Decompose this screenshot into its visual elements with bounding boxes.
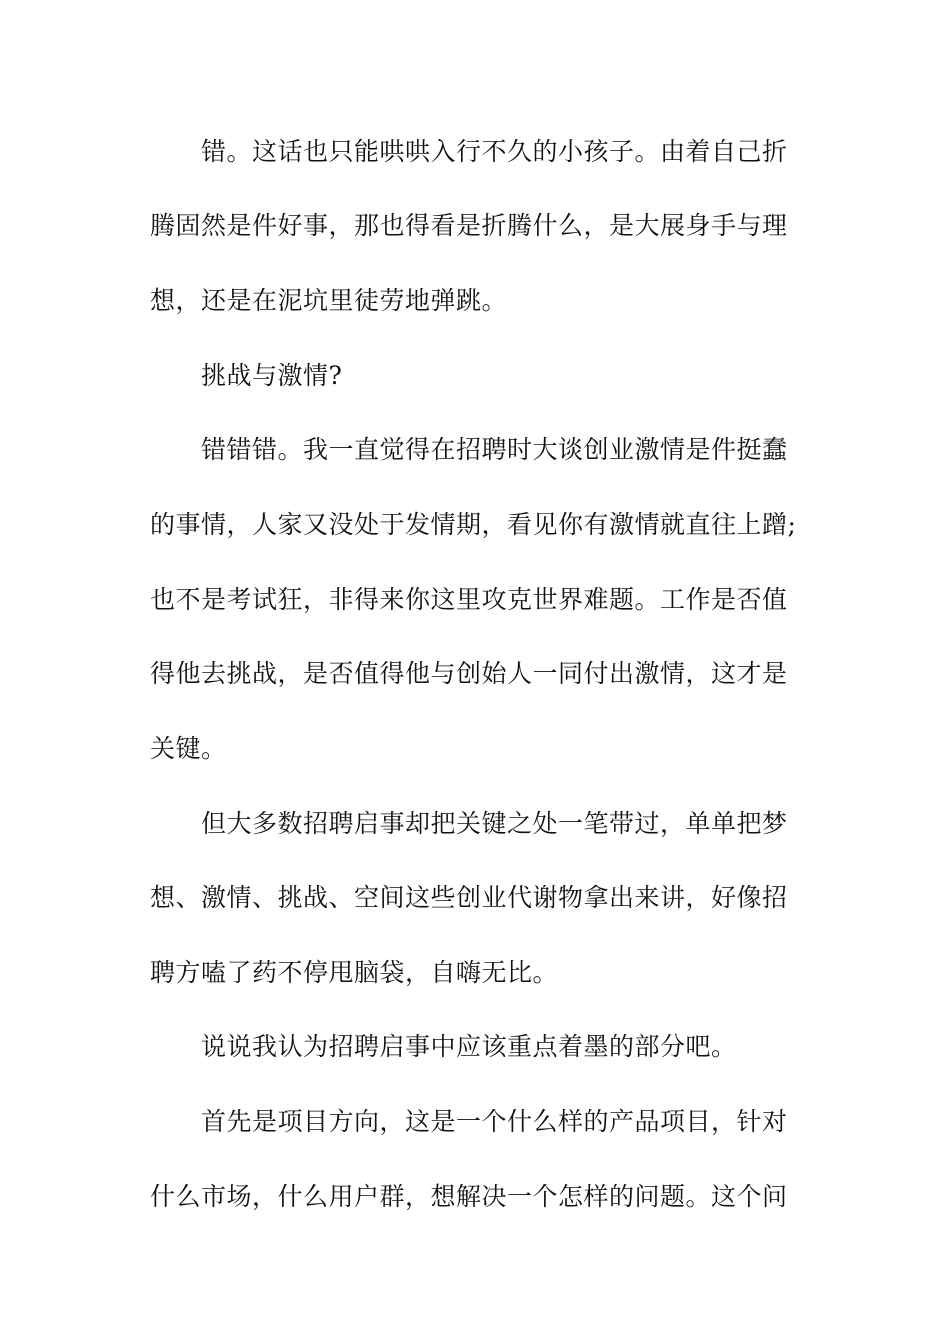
text-line: 的事情，人家又没处于发情期，看见你有激情就直往上蹭; [150, 510, 797, 539]
text-line: 聘方嗑了药不停甩脑袋，自嗨无比。 [150, 958, 559, 987]
text-line: 错错错。我一直觉得在招聘时大谈创业激情是件挺蠢 [201, 435, 788, 464]
text-line: 说说我认为招聘启事中应该重点着墨的部分吧。 [201, 1032, 737, 1061]
text-line: 什么市场，什么用户群，想解决一个怎样的问题。这个问 [150, 1182, 788, 1211]
text-line: 想，还是在泥坑里徒劳地弹跳。 [150, 286, 508, 315]
text-line: 想、激情、挑战、空间这些创业代谢物拿出来讲，好像招 [150, 883, 788, 912]
text-line: 关键。 [150, 734, 227, 763]
text-line: 错。这话也只能哄哄入行不久的小孩子。由着自己折 [201, 137, 788, 166]
text-line: 得他去挑战，是否值得他与创始人一同付出激情，这才是 [150, 659, 788, 688]
text-line: 但大多数招聘启事却把关键之处一笔带过，单单把梦 [201, 809, 788, 838]
text-line: 腾固然是件好事，那也得看是折腾什么，是大展身手与理 [150, 211, 788, 240]
text-line: 也不是考试狂，非得来你这里攻克世界难题。工作是否值 [150, 585, 788, 614]
text-line: 首先是项目方向，这是一个什么样的产品项目，针对 [201, 1107, 788, 1136]
section-heading: 挑战与激情? [201, 361, 343, 390]
